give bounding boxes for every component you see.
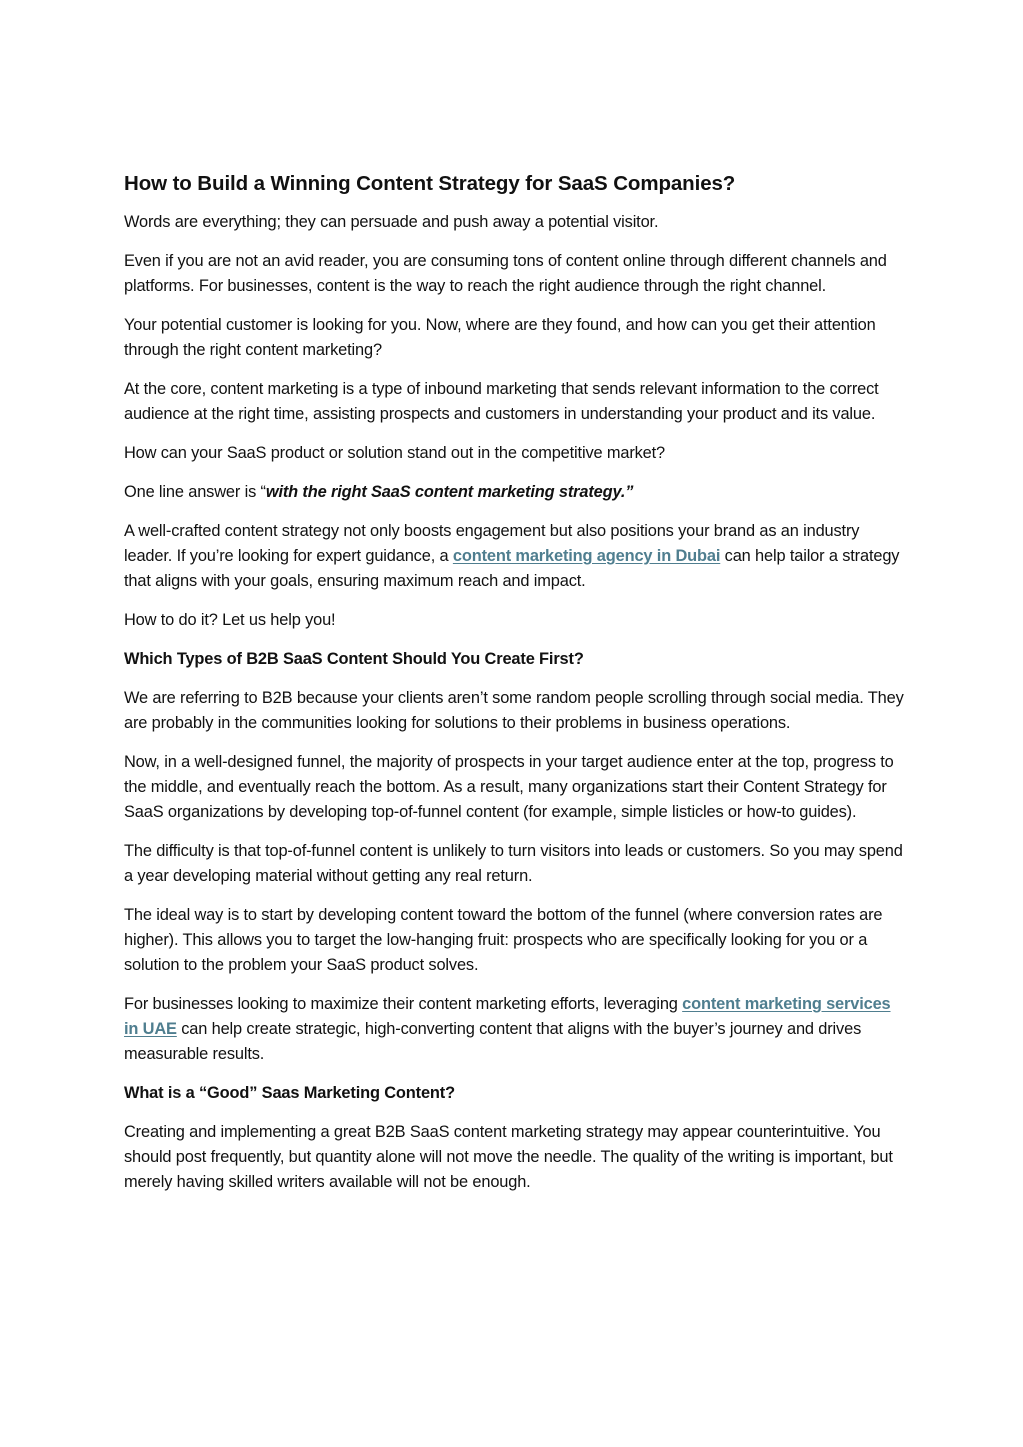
agency-text-before: A well-crafted content strategy not only boosts engagement but also positions your brand as an industry leader. If you’re looking for expert guidance, a <box>124 522 860 565</box>
paragraph-uae-services <box>124 992 904 1067</box>
paragraph-one-line-answer <box>124 480 904 505</box>
paragraph-content-marketing-core: At the core, content marketing is a type of inbound marketing that sends relevant information to the correct audience at the right time, assisting prospects and customers in understanding your product and its value. <box>124 380 879 423</box>
paragraph-top-funnel-difficulty: The difficulty is that top-of-funnel content is unlikely to turn visitors into leads or customers. So you may spend a year developing material without getting any real return. <box>124 842 903 885</box>
paragraph-potential-customer: Your potential customer is looking for you. Now, where are they found, and how can you get their attention through the right content marketing? <box>124 316 876 359</box>
paragraph-intro: Words are everything; they can persuade and push away a potential visitor. <box>124 213 659 231</box>
section-heading-b2b-types: Which Types of B2B SaaS Content Should You Create First? <box>124 650 584 668</box>
paragraph-strategy-implementation: Creating and implementing a great B2B SaaS content marketing strategy may appear counterintuitive. You should post frequently, but quantity alone will not move the needle. The quality of the writing is important, but merely having skilled writers available will not be enough. <box>124 1123 893 1191</box>
paragraph-stand-out-question: How can your SaaS product or solution stand out in the competitive market? <box>124 444 666 462</box>
services-text-after: can help create strategic, high-converting content that aligns with the buyer’s journey and drives measurable results. <box>124 1020 862 1063</box>
answer-emphasis: with the right SaaS content marketing strategy.” <box>265 483 634 501</box>
paragraph-b2b-reason: We are referring to B2B because your clients aren’t some random people scrolling through social media. They are probably in the communities looking for solutions to their problems in business operations. <box>124 689 904 732</box>
page-title: How to Build a Winning Content Strategy for SaaS Companies? <box>124 172 736 195</box>
paragraph-content-consumption: Even if you are not an avid reader, you are consuming tons of content online through different channels and platforms. For businesses, content is the way to reach the right audience through the right channel. <box>124 252 887 295</box>
paragraph-help-offer: How to do it? Let us help you! <box>124 611 336 629</box>
services-text-before: For businesses looking to maximize their content marketing efforts, leveraging <box>124 995 683 1013</box>
section-heading-good-content: What is a “Good” Saas Marketing Content? <box>124 1084 455 1102</box>
paragraph-bottom-funnel: The ideal way is to start by developing content toward the bottom of the funnel (where conversion rates are higher). This allows you to target the low-hanging fruit: prospects who are specifically looking for you or a solution to the problem your SaaS product solves. <box>124 906 883 974</box>
content-marketing-agency-dubai-link[interactable]: content marketing agency in Dubai <box>452 547 721 565</box>
document-page <box>124 168 904 1209</box>
content-marketing-services-uae-link[interactable]: content marketing services in UAE <box>124 995 891 1038</box>
answer-prefix: One line answer is “ <box>124 483 266 501</box>
paragraph-agency-guidance <box>124 519 904 594</box>
paragraph-funnel: Now, in a well-designed funnel, the majority of prospects in your target audience enter at the top, progress to the middle, and eventually reach the bottom. As a result, many organizations start their Content Strategy for SaaS organizations by developing top-of-funnel content (for example, simple listicles or how-to guides). <box>124 753 894 821</box>
agency-text-after: can help tailor a strategy that aligns with your goals, ensuring maximum reach and impact. <box>124 547 900 590</box>
